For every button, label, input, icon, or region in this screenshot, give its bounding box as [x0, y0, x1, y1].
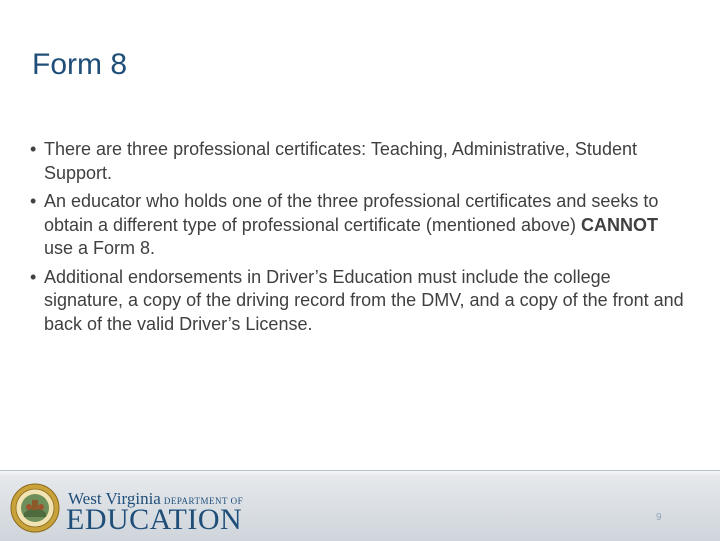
slide-title: Form 8: [32, 48, 128, 81]
wv-education-logo: [68, 489, 318, 539]
logo-education: EDUCATION: [66, 503, 243, 536]
page-number: 9: [656, 512, 662, 523]
bullet-glyph: •: [30, 266, 37, 287]
bullet-text: There are three professional certificates: Teaching, Administrative, Student Support.: [44, 139, 637, 183]
bullet-glyph: •: [30, 191, 37, 211]
bullet-text-tail: use a Form 8.: [44, 238, 156, 258]
logo-state-name: West Virginia: [68, 489, 161, 508]
wv-state-seal-icon: [10, 483, 60, 533]
bullet-glyph: •: [30, 139, 37, 159]
bullet-item: [30, 190, 690, 261]
logo-department: DEPARTMENT OF: [163, 496, 244, 506]
bullet-list: [30, 138, 690, 341]
bullet-text: An educator who holds one of the three professional certificates and seeks to obtain a different type of professional certificate (mentioned above): [44, 191, 659, 235]
bullet-item: [30, 138, 690, 185]
footer-strip: [0, 471, 720, 477]
bullet-text: Additional endorsements in Driver’s Education must include the college signature, a copy of the driving record from the DMV, and a copy of the front and back of the valid Driver’s License.: [44, 266, 684, 334]
bullet-item: [30, 266, 690, 337]
bullet-bold-text: CANNOT: [581, 214, 658, 235]
footer-band: [0, 470, 720, 541]
